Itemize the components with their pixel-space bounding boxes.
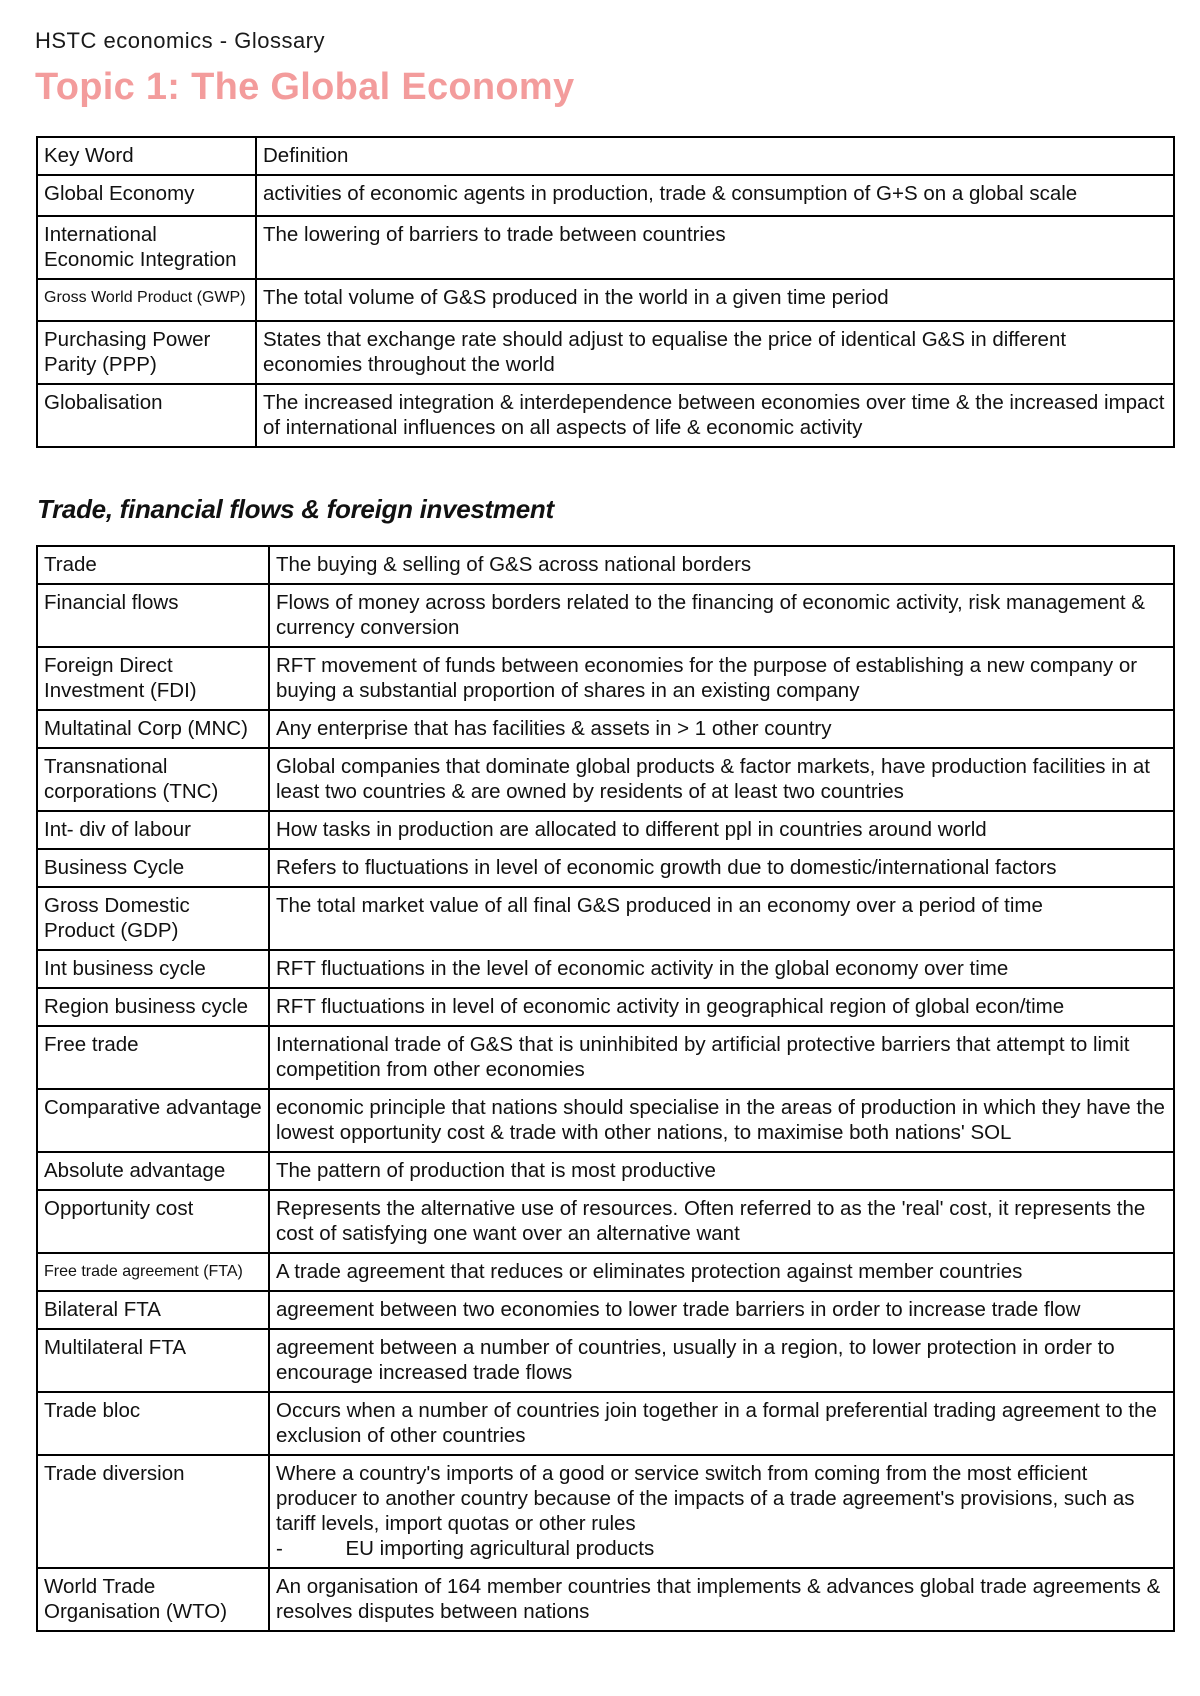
table-row	[37, 748, 1174, 811]
document-header: HSTC economics - Glossary	[35, 28, 326, 53]
table-header-row	[37, 137, 1174, 175]
definition-cell: Refers to fluctuations in level of economic growth due to domestic/international factors	[269, 849, 1174, 887]
definition-cell: States that exchange rate should adjust to equalise the price of identical G&S in different economies throughout the world	[256, 321, 1174, 384]
table-row	[37, 887, 1174, 950]
definition-cell: The increased integration & interdependence between economies over time & the increased impact of international influences on all aspects of life & economic activity	[256, 384, 1174, 447]
definition-cell: A trade agreement that reduces or eliminates protection against member countries	[269, 1253, 1174, 1291]
definition-text: Where a country's imports of a good or service switch from coming from the most efficient producer to another country because of the impacts of a trade agreement's provisions, such as tariff levels, import quotas or other rules	[276, 1462, 1135, 1535]
table-row	[37, 546, 1174, 584]
term-cell: Trade diversion	[37, 1455, 269, 1568]
term-cell: Bilateral FTA	[37, 1291, 269, 1329]
definition-cell: Occurs when a number of countries join together in a formal preferential trading agreement to the exclusion of other countries	[269, 1392, 1174, 1455]
term-cell: Global Economy	[37, 175, 256, 216]
definition-cell: The total market value of all final G&S produced in an economy over a period of time	[269, 887, 1174, 950]
table-row	[37, 1026, 1174, 1089]
definition-cell	[269, 1455, 1174, 1568]
term-cell: Financial flows	[37, 584, 269, 647]
term-cell: Transnational corporations (TNC)	[37, 748, 269, 811]
table-row	[37, 279, 1174, 321]
term-cell: International Economic Integration	[37, 216, 256, 279]
term-cell: Purchasing Power Parity (PPP)	[37, 321, 256, 384]
table-row	[37, 175, 1174, 216]
term-cell: Globalisation	[37, 384, 256, 447]
definition-cell: The total volume of G&S produced in the world in a given time period	[256, 279, 1174, 321]
term-cell: Region business cycle	[37, 988, 269, 1026]
term-cell: Trade	[37, 546, 269, 584]
table-row	[37, 811, 1174, 849]
term-cell: Foreign Direct Investment (FDI)	[37, 647, 269, 710]
definition-cell: RFT fluctuations in level of economic activity in geographical region of global econ/time	[269, 988, 1174, 1026]
definition-cell: How tasks in production are allocated to different ppl in countries around world	[269, 811, 1174, 849]
definition-cell: Represents the alternative use of resources. Often referred to as the 'real' cost, it represents the cost of satisfying one want over an alternative want	[269, 1190, 1174, 1253]
topic-title: Topic 1: The Global Economy	[35, 66, 575, 108]
definition-cell: The lowering of barriers to trade between countries	[256, 216, 1174, 279]
table-row	[37, 1568, 1174, 1631]
term-cell: Absolute advantage	[37, 1152, 269, 1190]
term-cell: Opportunity cost	[37, 1190, 269, 1253]
definition-example-bullet: - EU importing agricultural products	[276, 1537, 655, 1560]
definition-cell: agreement between two economies to lower trade barriers in order to increase trade flow	[269, 1291, 1174, 1329]
table-row	[37, 1291, 1174, 1329]
column-header-key-word: Key Word	[37, 137, 256, 175]
term-cell: Trade bloc	[37, 1392, 269, 1455]
term-cell: World Trade Organisation (WTO)	[37, 1568, 269, 1631]
table-row	[37, 321, 1174, 384]
table-row	[37, 216, 1174, 279]
table-row	[37, 1089, 1174, 1152]
table-row	[37, 1253, 1174, 1291]
definition-cell: Any enterprise that has facilities & assets in > 1 other country	[269, 710, 1174, 748]
term-cell: Free trade agreement (FTA)	[37, 1253, 269, 1291]
term-cell: Int- div of labour	[37, 811, 269, 849]
table-row	[37, 710, 1174, 748]
column-header-definition: Definition	[256, 137, 1174, 175]
definition-cell: The buying & selling of G&S across national borders	[269, 546, 1174, 584]
definition-cell: Global companies that dominate global products & factor markets, have production facilities in at least two countries & are owned by residents of at least two countries	[269, 748, 1174, 811]
definition-cell: Flows of money across borders related to the financing of economic activity, risk management & currency conversion	[269, 584, 1174, 647]
table-row	[37, 384, 1174, 447]
table-row	[37, 1190, 1174, 1253]
definition-cell: RFT fluctuations in the level of economic activity in the global economy over time	[269, 950, 1174, 988]
term-cell: Int business cycle	[37, 950, 269, 988]
table-row	[37, 1455, 1174, 1568]
table-row	[37, 1329, 1174, 1392]
definition-cell: RFT movement of funds between economies for the purpose of establishing a new company or buying a substantial proportion of shares in an existing company	[269, 647, 1174, 710]
table-row	[37, 988, 1174, 1026]
glossary-table-topic1	[36, 136, 1175, 448]
definition-cell: The pattern of production that is most productive	[269, 1152, 1174, 1190]
definition-cell: International trade of G&S that is uninhibited by artificial protective barriers that attempt to limit competition from other economies	[269, 1026, 1174, 1089]
definition-cell: activities of economic agents in production, trade & consumption of G+S on a global scale	[256, 175, 1174, 216]
table-row	[37, 849, 1174, 887]
term-cell: Gross Domestic Product (GDP)	[37, 887, 269, 950]
definition-cell: An organisation of 164 member countries that implements & advances global trade agreements & resolves disputes between nations	[269, 1568, 1174, 1631]
term-cell: Multatinal Corp (MNC)	[37, 710, 269, 748]
definition-cell: economic principle that nations should specialise in the areas of production in which they have the lowest opportunity cost & trade with other nations, to maximise both nations' SOL	[269, 1089, 1174, 1152]
term-cell: Multilateral FTA	[37, 1329, 269, 1392]
glossary-table-trade	[36, 545, 1175, 1632]
term-cell: Free trade	[37, 1026, 269, 1089]
section-title: Trade, financial flows & foreign investment	[37, 494, 554, 524]
definition-cell: agreement between a number of countries, usually in a region, to lower protection in order to encourage increased trade flows	[269, 1329, 1174, 1392]
term-cell: Gross World Product (GWP)	[37, 279, 256, 321]
table-row	[37, 647, 1174, 710]
table-row	[37, 1392, 1174, 1455]
term-cell: Comparative advantage	[37, 1089, 269, 1152]
table-row	[37, 1152, 1174, 1190]
table-row	[37, 950, 1174, 988]
table-row	[37, 584, 1174, 647]
term-cell: Business Cycle	[37, 849, 269, 887]
